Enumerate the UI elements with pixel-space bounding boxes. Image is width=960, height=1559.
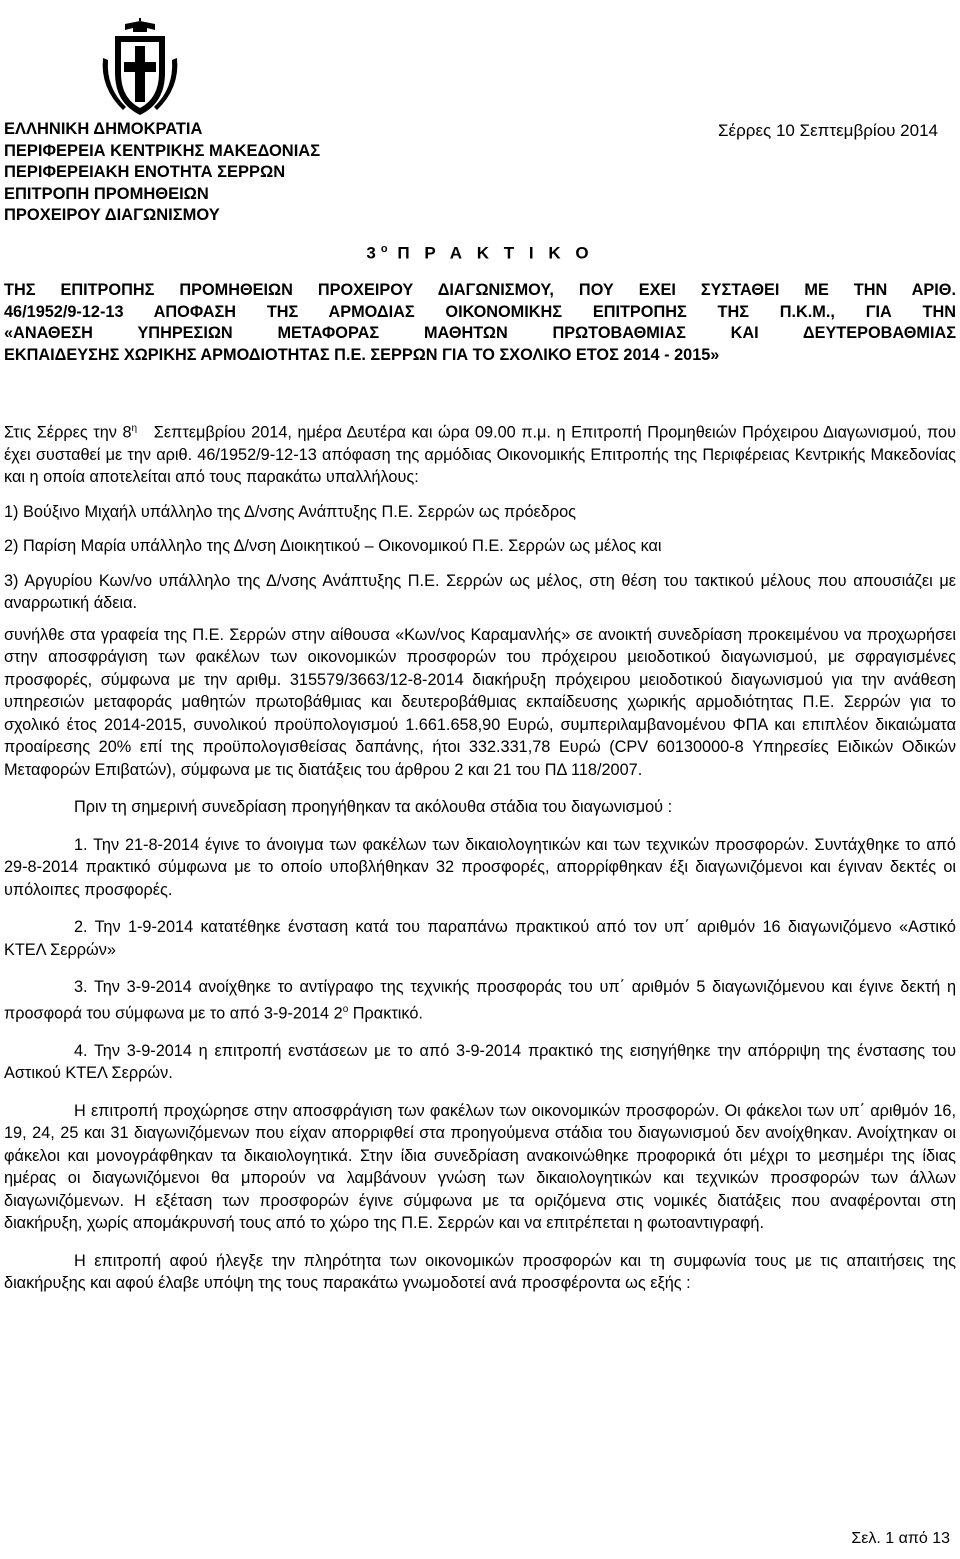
document-body bbox=[4, 418, 956, 1295]
convened-paragraph: συνήλθε στα γραφεία της Π.Ε. Σερρών στην αίθουσα «Κων/νος Καραμανλής» σε ανοικτή συνεδρίαση προκειμένου να προχωρήσει στην αποσφράγιση των φακέλων των οικονομικών προσφορών του πρόχειρου μειοδοτικού διαγωνισμού, με σφραγισμένες προσφορές, σύμφωνα με την αριθμ. 315579/3663/12-8-2014 διακήρυξη πρόχειρου μειοδοτικού διαγωνισμού για την ανάθεση υπηρεσιών μεταφοράς μαθητών πρωτοβάθμιας και δευτεροβάθμιας εκπαίδευσης χωρικής αρμοδιότητας Π.Ε. Σερρών για το σχολικό έτος 2014-2015, συνολικού προϋπολογισμού 1.661.658,90 Ευρώ, συμπεριλαμβανομένου ΦΠΑ και επιπλέον δικαιώματα προαίρεσης 20% επί της προϋπολογισθείσας δαπάνης, ήτοι 332.331,78 Ευρώ (CPV 60130000-8 Υπηρεσίες Ειδικών Οδικών Μεταφορών Επιβατών), σύμφωνα με τις διατάξεις του άρθρου 2 και 21 του ΠΔ 118/2007. bbox=[4, 625, 956, 779]
title-number: 3 bbox=[366, 243, 381, 263]
subject-line: 46/1952/9-12-13 ΑΠΟΦΑΣΗ ΤΗΣ ΑΡΜΟΔΙΑΣ ΟΙΚΟΝΟΜΙΚΗΣ ΕΠΙΤΡΟΠΗΣ ΤΗΣ Π.Κ.Μ., ΓΙΑ ΤΗΝ bbox=[4, 302, 956, 321]
title-number-suffix: ο bbox=[380, 243, 388, 255]
document-date: Σέρρες 10 Σεπτεμβρίου 2014 bbox=[718, 121, 938, 140]
page-number: Σελ. 1 από 13 bbox=[851, 1530, 950, 1547]
document-subject bbox=[4, 280, 956, 366]
subject-line: «ΑΝΑΘΕΣΗ ΥΠΗΡΕΣΙΩΝ ΜΕΤΑΦΟΡΑΣ ΜΑΘΗΤΩΝ ΠΡΩΤΟΒΑΘΜΙΑΣ ΚΑΙ ΔΕΥΤΕΡΟΒΑΘΜΙΑΣ bbox=[4, 324, 956, 342]
greek-coat-of-arms-icon bbox=[95, 18, 185, 118]
title-text: Π Ρ Α Κ Τ Ι Κ Ο bbox=[397, 243, 594, 263]
intro-paragraph: Στις Σέρρες την $8^\eta$ Σεπτεμβρίου 2014, ημέρα Δευτέρα και ώρα 09.00 π.μ. η Επιτροπή Προμηθειών Πρόχειρου Διαγωνισμού, που έχει συσταθεί με την αριθ. 46/1952/9-12-13 απόφαση της αρμόδιας Οικονομικής Επιτροπής της Περιφέρειας Κεντρικής Μακεδονίας και η οποία αποτελείται από τους παρακάτω υπαλλήλους: bbox=[4, 423, 956, 487]
org-line: ΕΛΛΗΝΙΚΗ ΔΗΜΟΚΡΑΤΙΑ bbox=[4, 120, 203, 138]
org-line: ΠΕΡΙΦΕΡΕΙΑ ΚΕΝΤΡΙΚΗΣ ΜΑΚΕΔΟΝΙΑΣ bbox=[4, 141, 321, 160]
org-line: ΠΕΡΙΦΕΡΕΙΑΚΗ ΕΝΟΤΗΤΑ ΣΕΡΡΩΝ bbox=[4, 163, 286, 181]
subject-line: ΕΚΠΑΙΔΕΥΣΗΣ ΧΩΡΙΚΗΣ ΑΡΜΟΔΙΟΤΗΤΑΣ Π.Ε. ΣΕΡΡΩΝ ΓΙΑ ΤΟ ΣΧΟΛΙΚΟ ΕΤΟΣ 2014 - 2015» bbox=[4, 345, 720, 364]
unsealing-paragraph: Η επιτροπή προχώρησε στην αποσφράγιση των φακέλων των οικονομικών προσφορών. Οι φάκελοι των υπ΄ αριθμόν 16, 19, 24, 25 και 31 διαγωνιζόμενων που είχαν απορριφθεί στα προηγούμενα στάδια του διαγωνισμού δεν ανοίχθηκαν. Ανοίχτηκαν οι φάκελοι και μονογράφθηκαν τα δικαιολογητικά. Στην ίδια συνεδρίαση ανακοινώθηκε προφορικά ότι μέχρι το μεσημέρι της ίδιας ημέρας οι διαγωνιζόμενοι θα μπορούν να λαμβάνουν γνώση των δικαιολογητικών και τεχνικών προσφορών των άλλων διαγωνιζόμενων. Η εξέταση των προσφορών έγινε σύμφωνα με τα οριζόμενα στις νομικές διατάξεις που αναφέρονται στη διακήρυξη, χωρίς απομάκρυνσή τους από το χώρο της Π.Ε. Σερρών και να επιτρέπεται η φωτοαντιγραφή. bbox=[4, 1101, 956, 1233]
evaluation-paragraph: Η επιτροπή αφού ήλεγξε την πληρότητα των οικονομικών προσφορών και τη συμφωνία τους με τις απαιτήσεις της διακήρυξης και αφού έλαβε υπόψη της τους παρακάτω γνωμοδοτεί ανά προσφέροντα ως εξής : bbox=[4, 1251, 956, 1293]
issuing-authority bbox=[4, 119, 564, 227]
stage-item: 3. Την 3-9-2014 ανοίχθηκε το αντίγραφο της τεχνικής προσφοράς του υπ΄ αριθμόν 5 διαγωνιζόμενου και έγινε δεκτή η προσφορά του σύμφωνα με το από 3-9-2014 $2^o$ Πρακτικό. bbox=[4, 978, 956, 1023]
stages-intro: Πριν τη σημερινή συνεδρίαση προηγήθηκαν τα ακόλουθα στάδια του διαγωνισμού : bbox=[74, 798, 673, 817]
stage-item: 4. Την 3-9-2014 η επιτροπή ενστάσεων με το από 3-9-2014 πρακτικό της εισηγήθηκε την απόρριψη της ένστασης του Αστικού ΚΤΕΛ Σερρών. bbox=[4, 1041, 956, 1083]
member-item: 2) Παρίση Μαρία υπάλληλο της Δ/νση Διοικητικού – Οικονομικού Π.Ε. Σερρών ως μέλος και bbox=[4, 537, 662, 556]
stage-item: 2. Την 1-9-2014 κατατέθηκε ένσταση κατά του παραπάνω πρακτικού από τον υπ΄ αριθμόν 16 διαγωνιζόμενο «Αστικό ΚΤΕΛ Σερρών» bbox=[4, 918, 956, 959]
member-item: 1) Βούξινο Μιχαήλ υπάλληλο της Δ/νσης Ανάπτυξης Π.Ε. Σερρών ως πρόεδρος bbox=[4, 502, 576, 521]
subject-line: ΤΗΣ ΕΠΙΤΡΟΠΗΣ ΠΡΟΜΗΘΕΙΩΝ ΠΡΟΧΕΙΡΟΥ ΔΙΑΓΩΝΙΣΜΟΥ, ΠΟΥ ΕΧΕΙ ΣΥΣΤΑΘΕΙ ΜΕ ΤΗΝ ΑΡΙΘ. bbox=[4, 281, 956, 299]
stage-item: 1. Την 21-8-2014 έγινε το άνοιγμα των φακέλων των δικαιολογητικών και των τεχνικών προσφορών. Συντάχθηκε το από 29-8-2014 πρακτικό σύμφωνα με το οποίο υποβλήθηκαν 32 προσφορές, απορρίφθηκαν έξι διαγωνιζόμενοι και έγιναν δεκτές οι υπόλοιπες προσφορές. bbox=[4, 835, 956, 899]
org-line: ΕΠΙΤΡΟΠΗ ΠΡΟΜΗΘΕΙΩΝ bbox=[4, 184, 209, 203]
document-title bbox=[0, 243, 960, 264]
org-line: ΠΡΟΧΕΙΡΟΥ ΔΙΑΓΩΝΙΣΜΟΥ bbox=[4, 206, 220, 224]
member-item: 3) Αργυρίου Κων/νο υπάλληλο της Δ/νσης Ανάπτυξης Π.Ε. Σερρών ως μέλος, στη θέση του τακτικού μέλους που απουσιάζει με αναρρωτική άδεια. bbox=[4, 571, 956, 613]
